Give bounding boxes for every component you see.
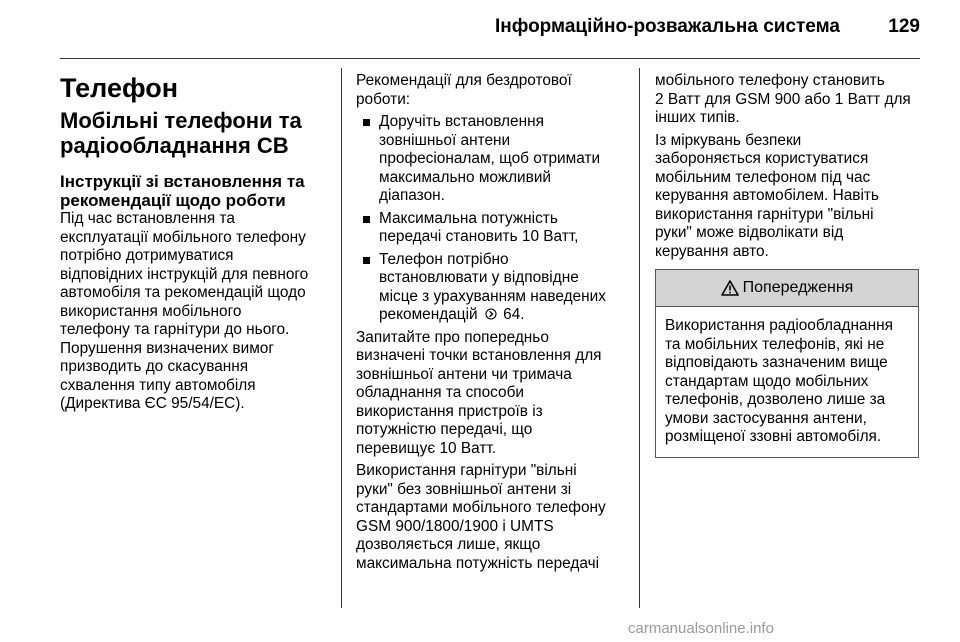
text-line: дозволяється лише, якщо [356, 536, 541, 553]
text-line: відповідають зазначеним вище [665, 354, 888, 371]
warning-body [656, 307, 918, 457]
list-item [356, 210, 626, 247]
paragraph-heading-line: Інструкції зі встановлення та [60, 172, 305, 191]
text-line: Доручіть встановлення [379, 113, 544, 130]
body-paragraph [655, 72, 923, 128]
text-line: місце з урахуванням наведених [379, 287, 606, 305]
list-item [356, 113, 626, 206]
text-line: телефонів, дозволено лише за [665, 391, 886, 408]
column-2 [356, 72, 626, 577]
text-line: професіоналам, щоб отримати [379, 150, 601, 167]
text-line: максимально можливий [379, 168, 552, 186]
paragraph-heading [60, 172, 328, 210]
subsection-title-line: радіообладнання СВ [60, 133, 289, 158]
text-line: стандартами мобільного телефону [356, 499, 606, 516]
text-line: мобільним телефоном під час [655, 168, 871, 186]
text-line: та мобільних телефонів, які не [665, 335, 885, 353]
text-line: Максимальна потужність [379, 209, 558, 227]
list-item [356, 251, 626, 325]
column-divider [341, 68, 342, 608]
section-title: Телефон [60, 73, 179, 103]
header-rule [60, 58, 920, 59]
body-paragraph [60, 210, 328, 414]
text-line: діапазон. [379, 187, 445, 204]
text-line: мобільного телефону становить [655, 72, 885, 89]
text-line: Запитайте про попередньо [356, 328, 549, 346]
text-line: встановлювати у відповідне [379, 269, 579, 286]
arrow-ref-icon[interactable] [485, 308, 497, 320]
text-line: керування авто. [655, 242, 769, 260]
text-line: розміщеної ззовні автомобіля. [665, 428, 882, 445]
text-line: визначені точки встановлення для [356, 347, 602, 364]
column-1 [60, 72, 328, 418]
text-line: зовнішньої антени чи тримача [356, 365, 572, 383]
text-line: перевищує 10 Ватт. [356, 439, 496, 457]
page-reference[interactable]: 64. [503, 306, 525, 323]
text-line: роботи: [356, 90, 411, 108]
text-line: руки" без зовнішньої антени зі [356, 480, 572, 498]
text-line: потужністю передачі, що [356, 421, 533, 438]
subsection-title [60, 108, 328, 158]
text-line: використання гарнітури "вільні [655, 205, 874, 223]
text-line: 2 Ватт для GSM 900 або 1 Ватт для [655, 90, 911, 108]
text-line: використання мобільного [60, 302, 242, 320]
text-line: використання пристроїв із [356, 402, 543, 420]
text-line: Рекомендації для бездротової [356, 72, 572, 89]
warning-triangle-icon [721, 280, 739, 296]
text-line: обладнання та способи [356, 384, 525, 401]
text-line: Із міркувань безпеки [655, 131, 802, 149]
text-line: Телефон потрібно [379, 250, 509, 268]
body-paragraph [655, 132, 923, 262]
text-line: телефону та гарнітури до нього. [60, 321, 290, 338]
warning-box [655, 269, 919, 458]
text-line: керування автомобілем. Навіть [655, 187, 879, 204]
text-line: інших типів. [655, 109, 740, 126]
body-paragraph [356, 462, 626, 573]
text-line: Під час встановлення та [60, 210, 235, 227]
column-divider [639, 68, 640, 608]
body-paragraph [356, 329, 626, 459]
text-line: призводить до скасування [60, 358, 249, 375]
paragraph-heading-line: рекомендації щодо роботи [60, 191, 286, 210]
intro-paragraph [356, 72, 626, 109]
text-line: руки" може відволікати від [655, 224, 844, 241]
recommendation-list [356, 113, 626, 325]
warning-title: Попередження [742, 278, 854, 296]
text-line: забороняється користуватися [655, 150, 869, 167]
text-line [379, 306, 626, 325]
text-line: Порушення визначених вимог [60, 339, 274, 357]
watermark: carmanualsonline.info [628, 620, 774, 637]
text-line: максимальна потужність передачі [356, 554, 600, 572]
column-3 [655, 72, 923, 458]
text-line: автомобіля та рекомендацій щодо [60, 284, 306, 301]
text-line: Використання радіообладнання [665, 317, 893, 334]
text-line: зовнішньої антени [379, 131, 511, 149]
text-line: GSM 900/1800/1900 і UMTS [356, 517, 554, 535]
page-number: 129 [888, 16, 920, 37]
text-line: схвалення типу автомобіля [60, 376, 256, 394]
text-line: експлуатації мобільного телефону [60, 228, 306, 246]
text-fragment: рекомендацій [379, 306, 478, 323]
warning-header [656, 270, 918, 307]
text-line: передачі становить 10 Ватт, [379, 228, 579, 245]
text-line: стандартам щодо мобільних [665, 372, 869, 390]
header-title: Інформаційно-розважальна система [494, 16, 840, 37]
text-line: потрібно дотримуватися [60, 247, 234, 264]
text-line: Використання гарнітури "вільні [356, 462, 577, 479]
subsection-title-line: Мобільні телефони та [60, 108, 302, 133]
text-line: відповідних інструкцій для певного [60, 265, 309, 283]
text-line: умови застосування антени, [665, 409, 867, 427]
text-line: (Директива ЄС 95/54/ЕС). [60, 395, 245, 412]
